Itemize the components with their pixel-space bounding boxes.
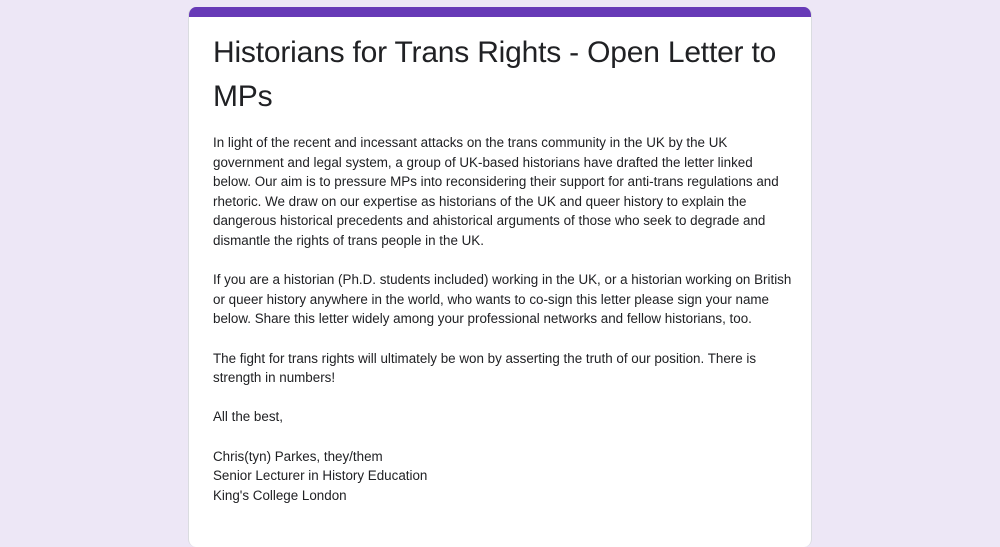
signature-name: Chris(tyn) Parkes, they/them [213, 448, 383, 464]
description-sign-off: All the best, [213, 409, 283, 425]
signature-role: Senior Lecturer in History Education [213, 468, 428, 484]
description-paragraph-fight: The fight for trans rights will ultimately be won by asserting the truth of our position. There is strength in numbers! [213, 350, 757, 386]
form-title: Historians for Trans Rights - Open Letter to MPs [213, 36, 777, 113]
description-paragraph-intro: In light of the recent and incessant attacks on the trans community in the UK by the UK government and legal system, a group of UK-based historians have drafted the letter linked below. Our aim is to pressure MPs into reconsidering their support for anti-trans regulations and rhetoric. We draw on our expertise as historians of the UK and queer history to explain the dangerous historical precedents and ahistorical arguments of those who seek to degrade and dismantle the rights of trans people in the UK. [213, 135, 779, 248]
form-accent-bar [189, 7, 811, 17]
form-description [213, 133, 793, 505]
signature-block [213, 447, 793, 506]
form-header-card [188, 7, 812, 547]
signature-institution: King's College London [213, 487, 347, 503]
description-paragraph-cosign: If you are a historian (Ph.D. students included) working in the UK, or a historian working on British or queer history anywhere in the world, who wants to co-sign this letter please sign your name below. Share this letter widely among your professional networks and fellow historians, too. [213, 272, 792, 327]
form-header-body [213, 31, 793, 525]
